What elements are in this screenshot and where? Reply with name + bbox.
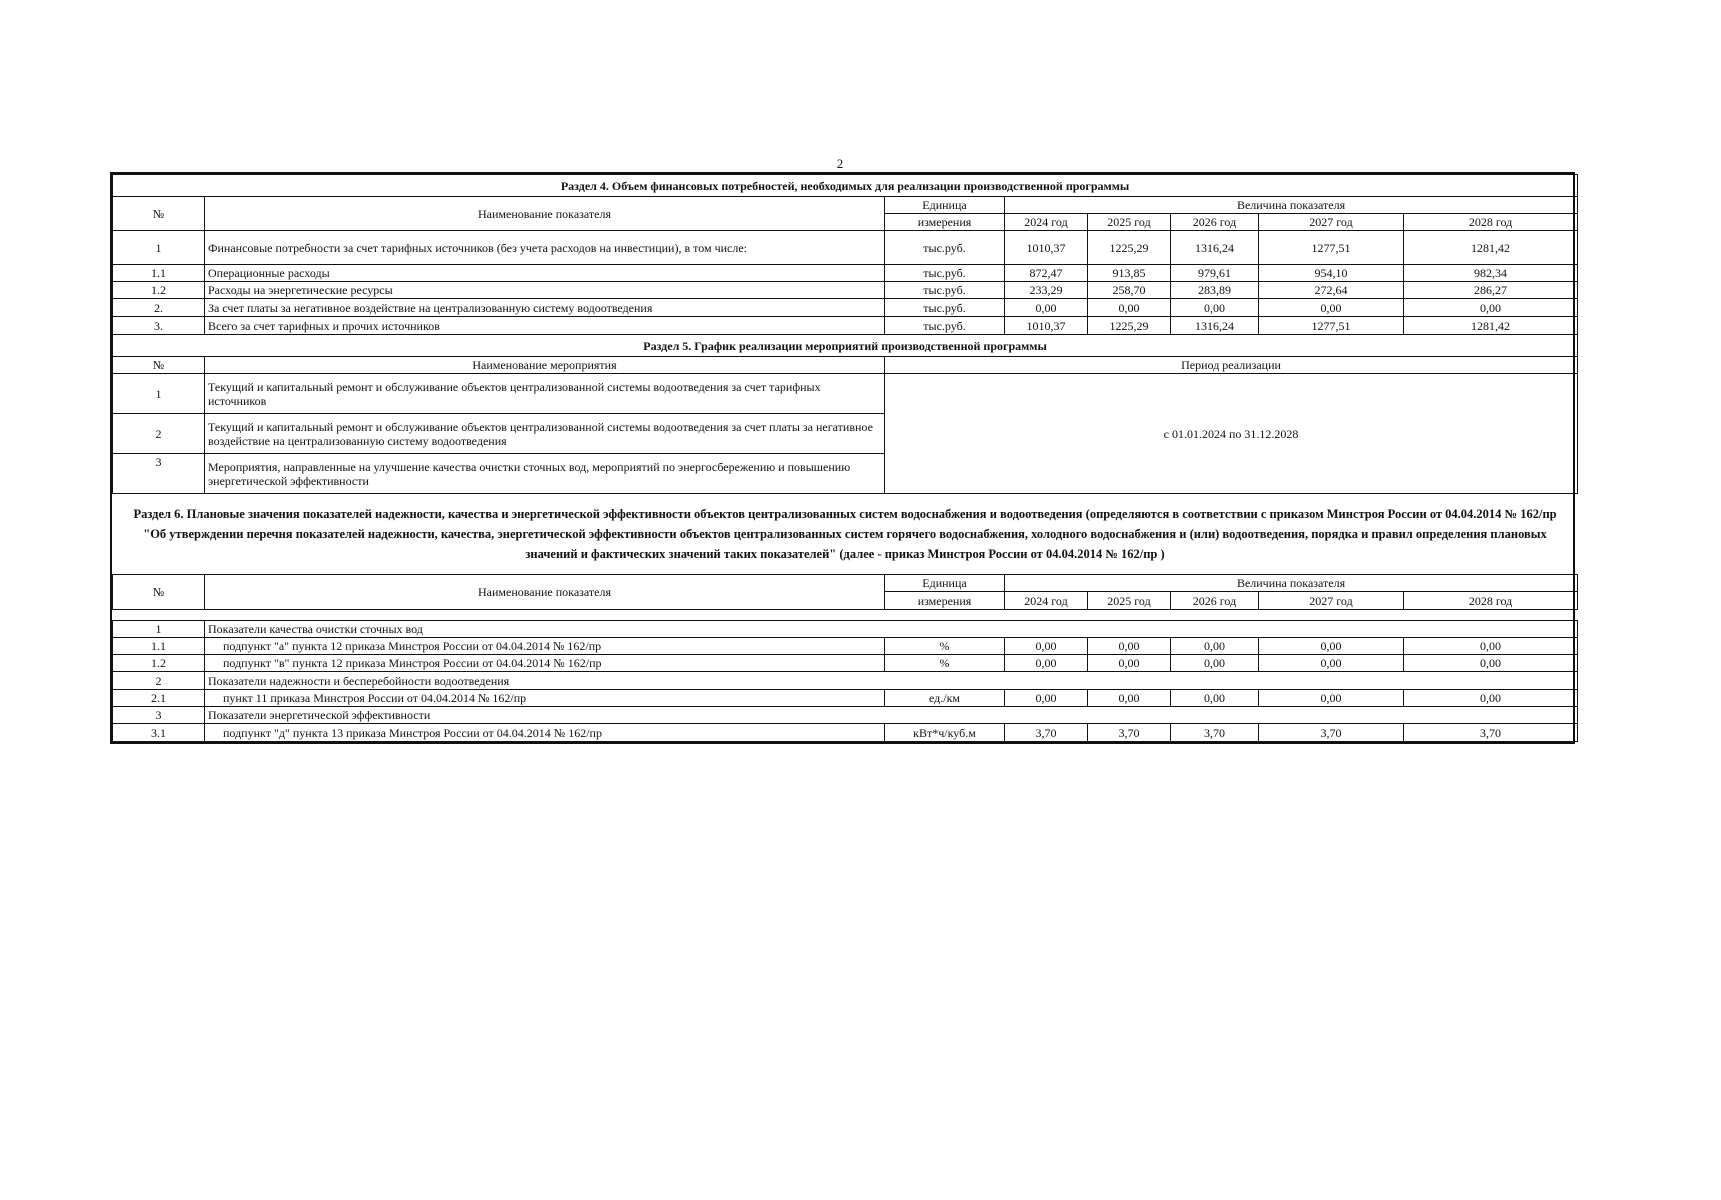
row-name: подпункт "а" пункта 12 приказа Минстроя России от 04.04.2014 № 162/пр <box>205 638 885 655</box>
year-header: 2024 год <box>1005 592 1088 610</box>
row-number: 2 <box>113 672 205 690</box>
col-name-header: Наименование показателя <box>205 197 885 231</box>
group-name: Показатели энергетической эффективности <box>205 707 1578 724</box>
row-unit: тыс.руб. <box>885 265 1005 282</box>
main-table <box>112 174 1578 742</box>
activity-name: Мероприятия, направленные на улучшение качества очистки сточных вод, мероприятий по энергосбережению и повышению энергетической эффективности <box>205 454 885 494</box>
row-value: 0,00 <box>1171 638 1259 655</box>
row-name: Расходы на энергетические ресурсы <box>205 282 885 299</box>
row-unit: тыс.руб. <box>885 299 1005 317</box>
table-row <box>113 724 1578 742</box>
col-name-header: Наименование показателя <box>205 575 885 610</box>
row-name: подпункт "д" пункта 13 приказа Минстроя России от 04.04.2014 № 162/пр <box>205 724 885 742</box>
row-value: 0,00 <box>1088 299 1171 317</box>
row-value: 1225,29 <box>1088 231 1171 265</box>
row-value: 1277,51 <box>1259 317 1404 335</box>
document-table-frame <box>110 172 1575 744</box>
row-value: 1281,42 <box>1404 231 1578 265</box>
section6-title: Раздел 6. Плановые значения показателей надежности, качества и энергетической эффективности объектов централизованных систем водоснабжения и водоотведения (определяются в соответствии с приказом Минстроя России от 04.04.2014 № 162/пр "Об утверждении перечня показателей надежности, качества, энергетической эффективности объектов централизованных систем горячего водоснабжения, холодного водоснабжения и (или) водоотведения, порядка и правил определения плановых значений и фактических значений таких показателей" (далее - приказ Минстроя России от 04.04.2014 № 162/пр ) <box>113 494 1578 575</box>
row-value: 258,70 <box>1088 282 1171 299</box>
row-number: 1 <box>113 621 205 638</box>
row-value: 1225,29 <box>1088 317 1171 335</box>
period-value: с 01.01.2024 по 31.12.2028 <box>885 374 1578 494</box>
group-row <box>113 621 1578 638</box>
spacer-row <box>113 610 1578 621</box>
row-value: 0,00 <box>1005 299 1088 317</box>
table-row <box>113 374 1578 414</box>
row-number: 1.2 <box>113 655 205 672</box>
table-row <box>113 638 1578 655</box>
row-value: 0,00 <box>1171 690 1259 707</box>
row-name: За счет платы за негативное воздействие на централизованную систему водоотведения <box>205 299 885 317</box>
col-period-header: Период реализации <box>885 357 1578 374</box>
section4-header-row <box>113 197 1578 214</box>
row-number: 1 <box>113 374 205 414</box>
col-no-header: № <box>113 575 205 610</box>
col-activity-header: Наименование мероприятия <box>205 357 885 374</box>
table-row <box>113 317 1578 335</box>
row-number: 3. <box>113 317 205 335</box>
table-row <box>113 299 1578 317</box>
row-number: 2. <box>113 299 205 317</box>
row-number: 1 <box>113 231 205 265</box>
section5-title: Раздел 5. График реализации мероприятий производственной программы <box>113 335 1578 357</box>
table-row <box>113 655 1578 672</box>
row-value: 272,64 <box>1259 282 1404 299</box>
row-unit: тыс.руб. <box>885 282 1005 299</box>
row-value: 0,00 <box>1404 638 1578 655</box>
row-unit: тыс.руб. <box>885 231 1005 265</box>
section6-header-row <box>113 575 1578 592</box>
table-row <box>113 265 1578 282</box>
row-name: Операционные расходы <box>205 265 885 282</box>
row-number: 3 <box>113 454 205 494</box>
row-value: 1010,37 <box>1005 231 1088 265</box>
row-value: 0,00 <box>1088 655 1171 672</box>
section6-title-row <box>113 494 1578 575</box>
year-header: 2026 год <box>1171 592 1259 610</box>
row-value: 0,00 <box>1088 690 1171 707</box>
group-row <box>113 707 1578 724</box>
group-row <box>113 672 1578 690</box>
row-value: 286,27 <box>1404 282 1578 299</box>
row-value: 3,70 <box>1171 724 1259 742</box>
section4-title-row <box>113 175 1578 197</box>
group-name: Показатели надежности и бесперебойности водоотведения <box>205 672 1578 690</box>
year-header: 2028 год <box>1404 214 1578 231</box>
row-unit: % <box>885 638 1005 655</box>
section5-header-row <box>113 357 1578 374</box>
row-name: Всего за счет тарифных и прочих источников <box>205 317 885 335</box>
row-value: 3,70 <box>1404 724 1578 742</box>
row-value: 0,00 <box>1404 690 1578 707</box>
row-value: 0,00 <box>1404 299 1578 317</box>
row-value: 1316,24 <box>1171 317 1259 335</box>
row-value: 0,00 <box>1259 655 1404 672</box>
row-value: 1316,24 <box>1171 231 1259 265</box>
year-header: 2028 год <box>1404 592 1578 610</box>
row-value: 233,29 <box>1005 282 1088 299</box>
row-number: 1.2 <box>113 282 205 299</box>
row-value: 913,85 <box>1088 265 1171 282</box>
row-name: подпункт "в" пункта 12 приказа Минстроя России от 04.04.2014 № 162/пр <box>205 655 885 672</box>
col-unit-header-2: измерения <box>885 592 1005 610</box>
row-name: пункт 11 приказа Минстроя России от 04.04.2014 № 162/пр <box>205 690 885 707</box>
col-no-header: № <box>113 197 205 231</box>
col-no-header: № <box>113 357 205 374</box>
row-value: 872,47 <box>1005 265 1088 282</box>
table-row <box>113 690 1578 707</box>
table-row <box>113 231 1578 265</box>
row-value: 982,34 <box>1404 265 1578 282</box>
year-header: 2025 год <box>1088 214 1171 231</box>
col-unit-header: Единица <box>885 197 1005 214</box>
row-number: 2 <box>113 414 205 454</box>
row-value: 0,00 <box>1171 655 1259 672</box>
year-header: 2027 год <box>1259 214 1404 231</box>
row-value: 979,61 <box>1171 265 1259 282</box>
row-value: 0,00 <box>1005 690 1088 707</box>
row-value: 1277,51 <box>1259 231 1404 265</box>
row-unit: % <box>885 655 1005 672</box>
row-number: 1.1 <box>113 265 205 282</box>
row-unit: ед./км <box>885 690 1005 707</box>
row-value: 1281,42 <box>1404 317 1578 335</box>
year-header: 2024 год <box>1005 214 1088 231</box>
section4-title: Раздел 4. Объем финансовых потребностей, необходимых для реализации производственной программы <box>113 175 1578 197</box>
col-value-header: Величина показателя <box>1005 575 1578 592</box>
row-value: 3,70 <box>1005 724 1088 742</box>
row-value: 3,70 <box>1259 724 1404 742</box>
section5-title-row <box>113 335 1578 357</box>
row-value: 0,00 <box>1005 655 1088 672</box>
row-number: 3.1 <box>113 724 205 742</box>
row-value: 0,00 <box>1171 299 1259 317</box>
col-unit-header-2: измерения <box>885 214 1005 231</box>
group-name: Показатели качества очистки сточных вод <box>205 621 1578 638</box>
row-unit: тыс.руб. <box>885 317 1005 335</box>
row-value: 283,89 <box>1171 282 1259 299</box>
row-number: 3 <box>113 707 205 724</box>
row-value: 0,00 <box>1404 655 1578 672</box>
table-row <box>113 282 1578 299</box>
row-value: 954,10 <box>1259 265 1404 282</box>
page-number: 2 <box>836 156 844 171</box>
row-value: 0,00 <box>1088 638 1171 655</box>
row-number: 1.1 <box>113 638 205 655</box>
year-header: 2027 год <box>1259 592 1404 610</box>
row-value: 0,00 <box>1259 299 1404 317</box>
row-value: 1010,37 <box>1005 317 1088 335</box>
activity-name: Текущий и капитальный ремонт и обслуживание объектов централизованной системы водоотведения за счет тарифных источников <box>205 374 885 414</box>
col-unit-header: Единица <box>885 575 1005 592</box>
row-value: 3,70 <box>1088 724 1171 742</box>
year-header: 2025 год <box>1088 592 1171 610</box>
activity-name: Текущий и капитальный ремонт и обслуживание объектов централизованной системы водоотведения за счет платы за негативное воздействие на централизованную систему водоотведения <box>205 414 885 454</box>
row-unit: кВт*ч/куб.м <box>885 724 1005 742</box>
year-header: 2026 год <box>1171 214 1259 231</box>
row-value: 0,00 <box>1259 638 1404 655</box>
row-value: 0,00 <box>1259 690 1404 707</box>
row-value: 0,00 <box>1005 638 1088 655</box>
row-name: Финансовые потребности за счет тарифных источников (без учета расходов на инвестиции), в том числе: <box>205 231 885 265</box>
row-number: 2.1 <box>113 690 205 707</box>
col-value-header: Величина показателя <box>1005 197 1578 214</box>
